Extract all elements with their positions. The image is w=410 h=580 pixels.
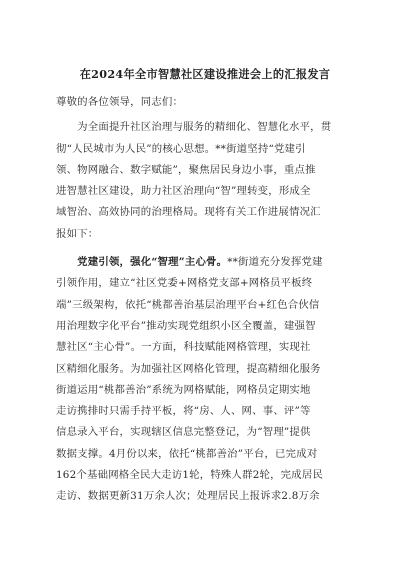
section-heading: 党建引领，强化“智理”主心骨。: [56, 256, 228, 269]
paragraph-line: 街道运用“桃都善治”系统为网格赋能，网格员定期实地: [56, 383, 311, 396]
paragraph-line: 报如下：: [56, 227, 99, 240]
paragraph-line: 信息录入平台，实现辖区信息完整登记，为“智理”提供: [56, 426, 311, 439]
section-party-building: [56, 252, 356, 508]
paragraph-line: 为全面提升社区治理与服务的精细化、智慧化水平，贯: [56, 121, 332, 134]
paragraph-line: 走访携排时只需手持平板，将“房、人、网、事、评”等: [56, 405, 311, 418]
document-body: [56, 92, 356, 508]
salutation: 尊敬的各位领导，同志们：: [56, 96, 184, 108]
paragraph-line: 走访、数据更新31万余人次；处理居民上报诉求2.8万余: [56, 490, 320, 503]
paragraph-line: 数据支撑。4月份以来，依托“桃都善治”平台，已完成对: [56, 447, 318, 460]
paragraph-line: 域智治、高效协同的治理格局。现将有关工作进展情况汇: [56, 206, 321, 219]
paragraph-line: 进智慧社区建设，助力社区治理向“智”理转变，形成全: [56, 185, 311, 198]
paragraph-intro: [56, 117, 356, 245]
section-heading-continuation: **街道充分发挥党建: [227, 256, 323, 269]
paragraph-line: 区精细化服务。为加强社区网格化管理，提高精细化服务: [56, 362, 321, 375]
paragraph-line: 用治理数字化平台”推动实现党组织小区全覆盖，建强智: [56, 319, 316, 332]
paragraph-line: 162个基础网格全民大走访1轮，特殊人群2轮，完成居民: [56, 469, 324, 482]
paragraph-line: 领、物网融合、数字赋能”，聚焦居民身边小事，重点推: [56, 163, 316, 176]
paragraph-line: 端”三级架构，依托“桃都善治基层治理平台+红色合伙信: [56, 298, 320, 311]
document-title: 在2024年全市智慧社区建设推进会上的汇报发言: [79, 67, 331, 81]
paragraph-line: 引领作用，建立“社区党委+网格党支部+网格员平板终: [56, 277, 313, 290]
paragraph-line: 彻“人民城市为人民”的核心思想。**街道坚持“党建引: [56, 142, 306, 155]
paragraph-line: 慧社区“主心骨”。一方面，科技赋能网格管理，实现社: [56, 341, 311, 354]
section-first-line: [56, 252, 356, 273]
